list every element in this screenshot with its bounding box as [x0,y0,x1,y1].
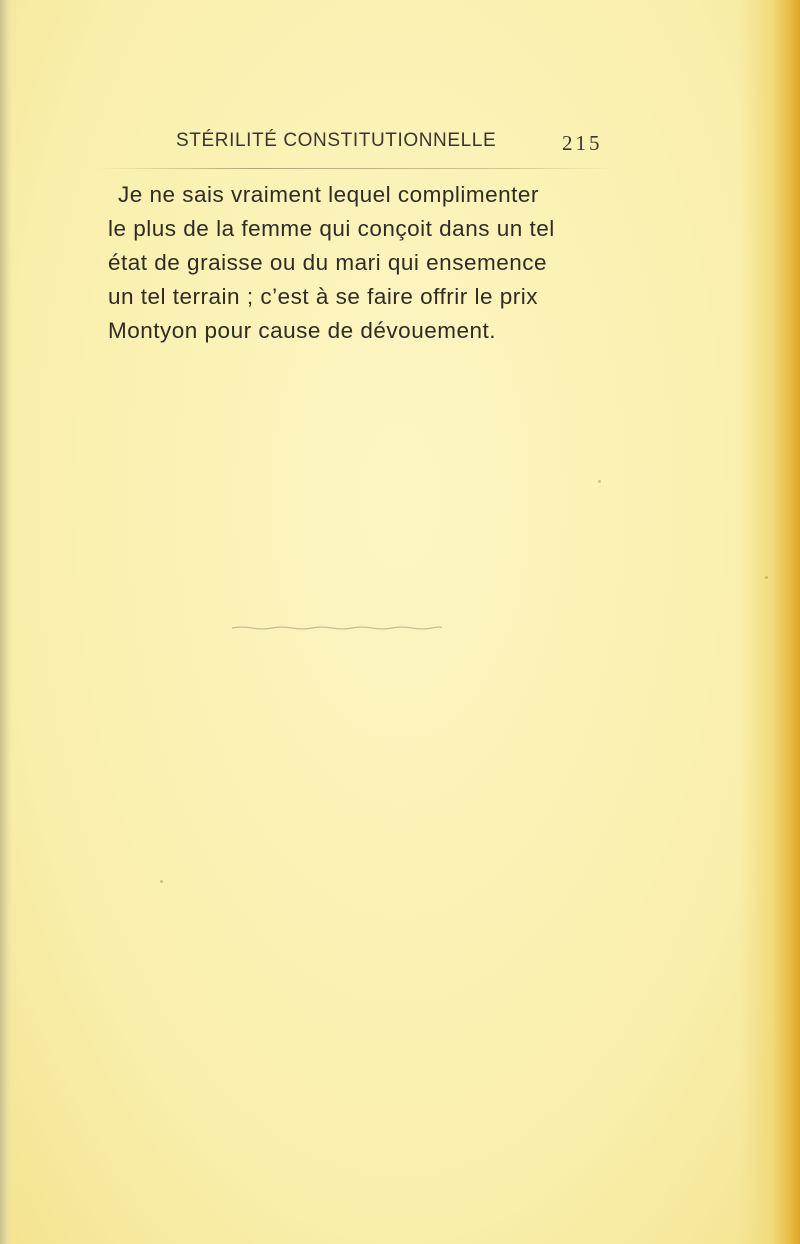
paper-speck [765,576,768,579]
page-number: 215 [562,131,603,155]
header-rule [96,168,616,169]
page-header [0,122,800,158]
page-binding-edge [0,0,12,1244]
end-ornament-rule [232,626,442,628]
text-line: un tel terrain ; c’est à se faire offrir le prix [108,284,538,309]
paper-speck [598,480,601,483]
text-line: le plus de la femme qui conçoit dans un tel [108,216,555,241]
text-line: Montyon pour cause de dévouement. [108,318,496,343]
running-title: STÉRILITÉ CONSTITUTIONNELLE [176,130,497,151]
page-stained-edge [740,0,800,1244]
wavy-rule-icon [232,626,442,630]
paragraph [108,178,628,348]
text-line: Je ne sais vraiment lequel complimenter [118,182,539,207]
text-line: état de graisse ou du mari qui ensemence [108,250,547,275]
paper-speck [160,880,163,883]
